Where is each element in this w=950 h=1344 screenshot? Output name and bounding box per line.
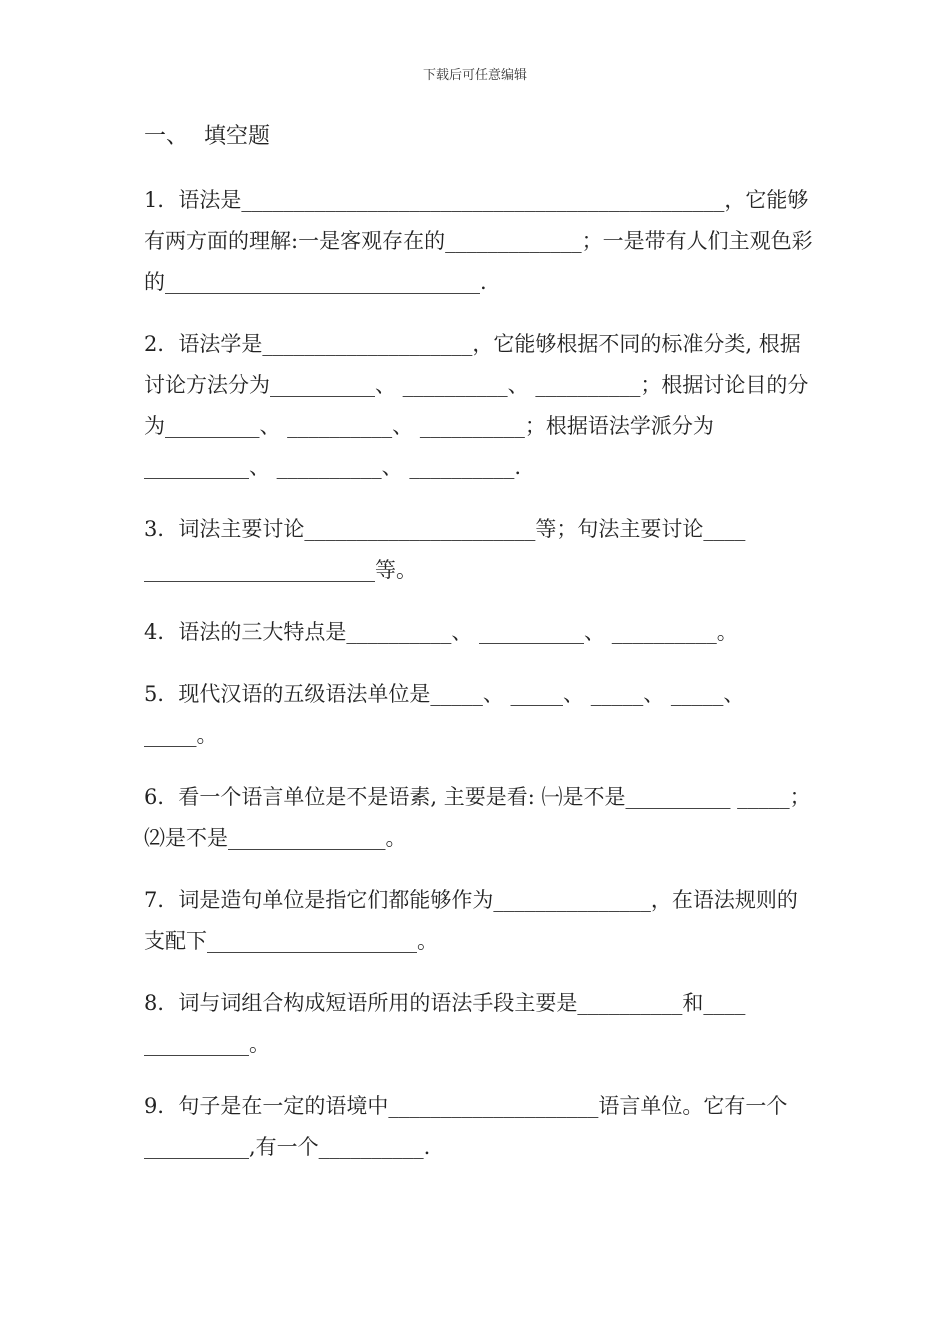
question-1-text: 1．语法是______________________________________________，它能够有两方面的理解:一是客观存在的_____________；一是带有人们主观色彩的______________________________. [144,188,813,294]
section-title-text: 填空题 [204,124,271,149]
question-8 [144,983,814,1065]
section-number: 一、 [144,124,189,149]
section-title [144,118,814,156]
question-1 [144,180,814,303]
question-9 [144,1086,814,1168]
page-header: 下载后可任意编辑 [422,68,527,83]
question-6-text: 6．看一个语言单位是不是语素, 主要是看: ㈠是不是__________ _____；⑵是不是_______________。 [144,785,811,850]
question-9-text: 9．句子是在一定的语境中____________________语言单位。它有一个__________,有一个__________. [144,1094,788,1159]
document-body [144,118,814,1189]
question-7-text: 7．词是造句单位是指它们都能够作为_______________，在语法规则的支配下____________________。 [144,888,798,953]
question-4-text: 4．语法的三大特点是__________、 __________、 __________。 [144,620,738,644]
question-6 [144,777,814,859]
question-3 [144,509,814,591]
question-2 [144,324,814,488]
question-8-text: 8．词与词组合构成短语所用的语法手段主要是__________和____ __________。 [144,991,753,1056]
question-5 [144,674,814,756]
question-2-text: 2．语法学是____________________，它能够根据不同的标准分类, 根据讨论方法分为__________、 __________、 __________；根据讨论目的分为_________、 __________、 __________；根据语法学派分为__________、 __________、 __________. [144,332,809,479]
question-4 [144,612,814,653]
question-7 [144,880,814,962]
question-3-text: 3．词法主要讨论______________________等；句法主要讨论____ ______________________等。 [144,517,753,582]
question-5-text: 5．现代汉语的五级语法单位是_____、 _____、 _____、 _____、 _____。 [144,682,752,747]
